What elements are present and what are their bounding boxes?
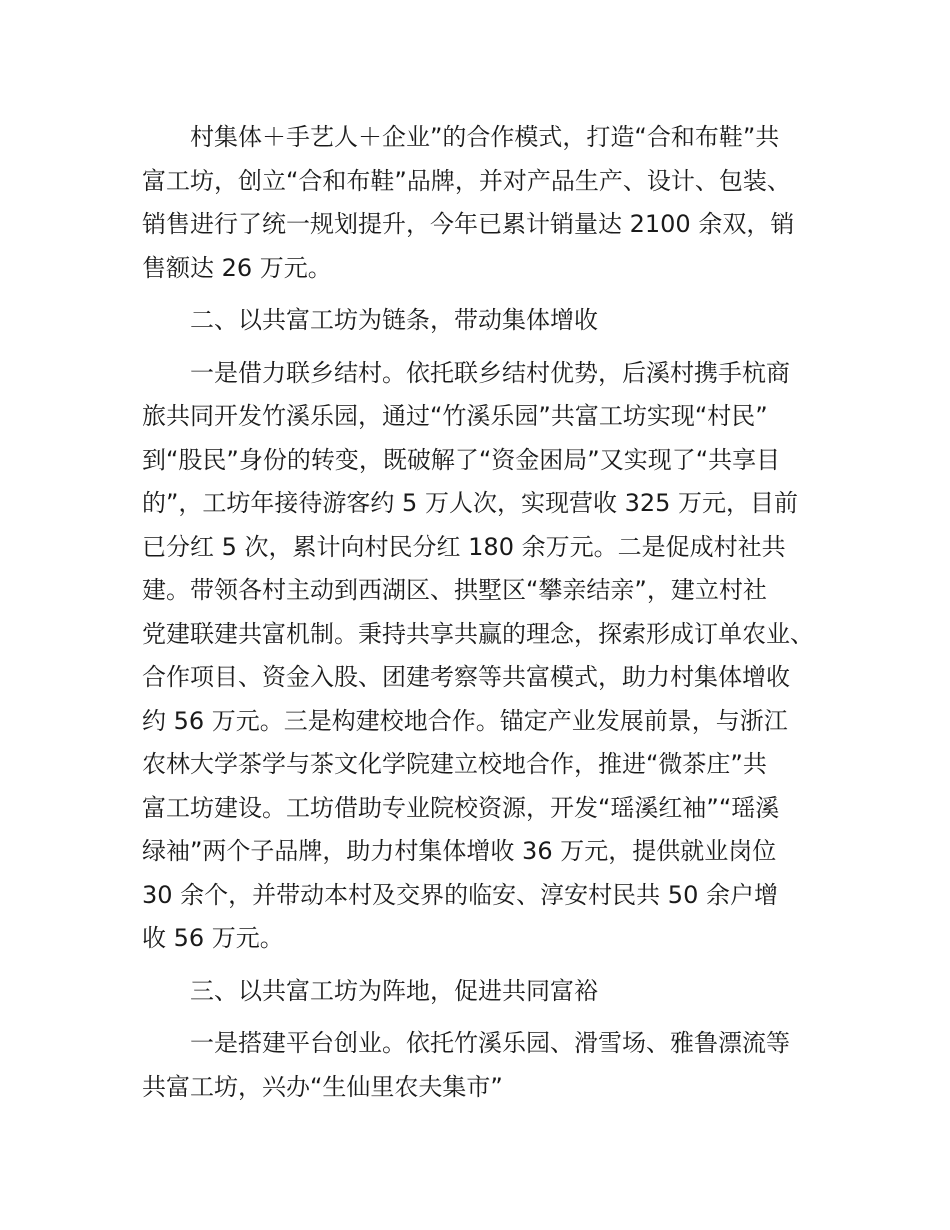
text-line: 约 56 万元。三是构建校地合作。锚定产业发展前景，与浙江	[142, 706, 788, 735]
text-line: 农林大学茶学与茶文化学院建立校地合作，推进“微茶庄”共	[142, 750, 767, 778]
text-line: 绿袖”两个子品牌，助力村集体增收 36 万元，提供就业岗位	[142, 837, 777, 865]
paragraph-2	[142, 352, 814, 961]
text-line: 富工坊，创立“合和布鞋”品牌，并对产品生产、设计、包装、	[142, 166, 791, 195]
text-line: 的”，工坊年接待游客约 5 万人次，实现营收 325 万元，目前	[142, 489, 799, 517]
section-heading-3	[142, 970, 814, 1014]
text-line: 一是借力联乡结村。依托联乡结村优势，后溪村携手杭商	[190, 358, 790, 387]
section-heading-2	[142, 299, 814, 343]
text-line: 一是搭建平台创业。依托竹溪乐园、滑雪场、雅鲁漂流等	[190, 1029, 790, 1057]
text-line: 收 56 万元。	[142, 924, 284, 952]
text-line: 合作项目、资金入股、团建考察等共富模式，助力村集体增收	[142, 663, 790, 691]
text-line: 共富工坊，兴办“生仙里农夫集市”	[142, 1072, 503, 1101]
text-line: 已分红 5 次，累计向村民分红 180 余万元。二是促成村社共	[142, 532, 786, 561]
text-line: 建。带领各村主动到西湖区、拱墅区“攀亲结亲”，建立村社	[142, 576, 767, 604]
text-line: 旅共同开发竹溪乐园，通过“竹溪乐园”共富工坊实现“村民”	[142, 402, 768, 430]
text-line: 党建联建共富机制。秉持共享共赢的理念，探索形成订单农业、	[142, 619, 814, 648]
heading-text: 二、以共富工坊为链条，带动集体增收	[190, 306, 598, 334]
text-line: 30 余个，并带动本村及交界的临安、淳安村民共 50 余户增	[142, 880, 778, 909]
document-body	[142, 116, 814, 1109]
text-line: 富工坊建设。工坊借助专业院校资源，开发“瑶溪红袖”“瑶溪	[142, 793, 780, 822]
text-line: 销售进行了统一规划提升，今年已累计销量达 2100 余双，销	[142, 210, 795, 238]
paragraph-3	[142, 1022, 814, 1109]
text-line: 村集体＋手艺人＋企业”的合作模式，打造“合和布鞋”共	[190, 123, 780, 151]
text-line: 售额达 26 万元。	[142, 253, 332, 282]
heading-text: 三、以共富工坊为阵地，促进共同富裕	[190, 976, 598, 1005]
text-line: 到“股民”身份的转变，既破解了“资金困局”又实现了“共享目	[142, 445, 781, 474]
paragraph-1	[142, 116, 814, 290]
